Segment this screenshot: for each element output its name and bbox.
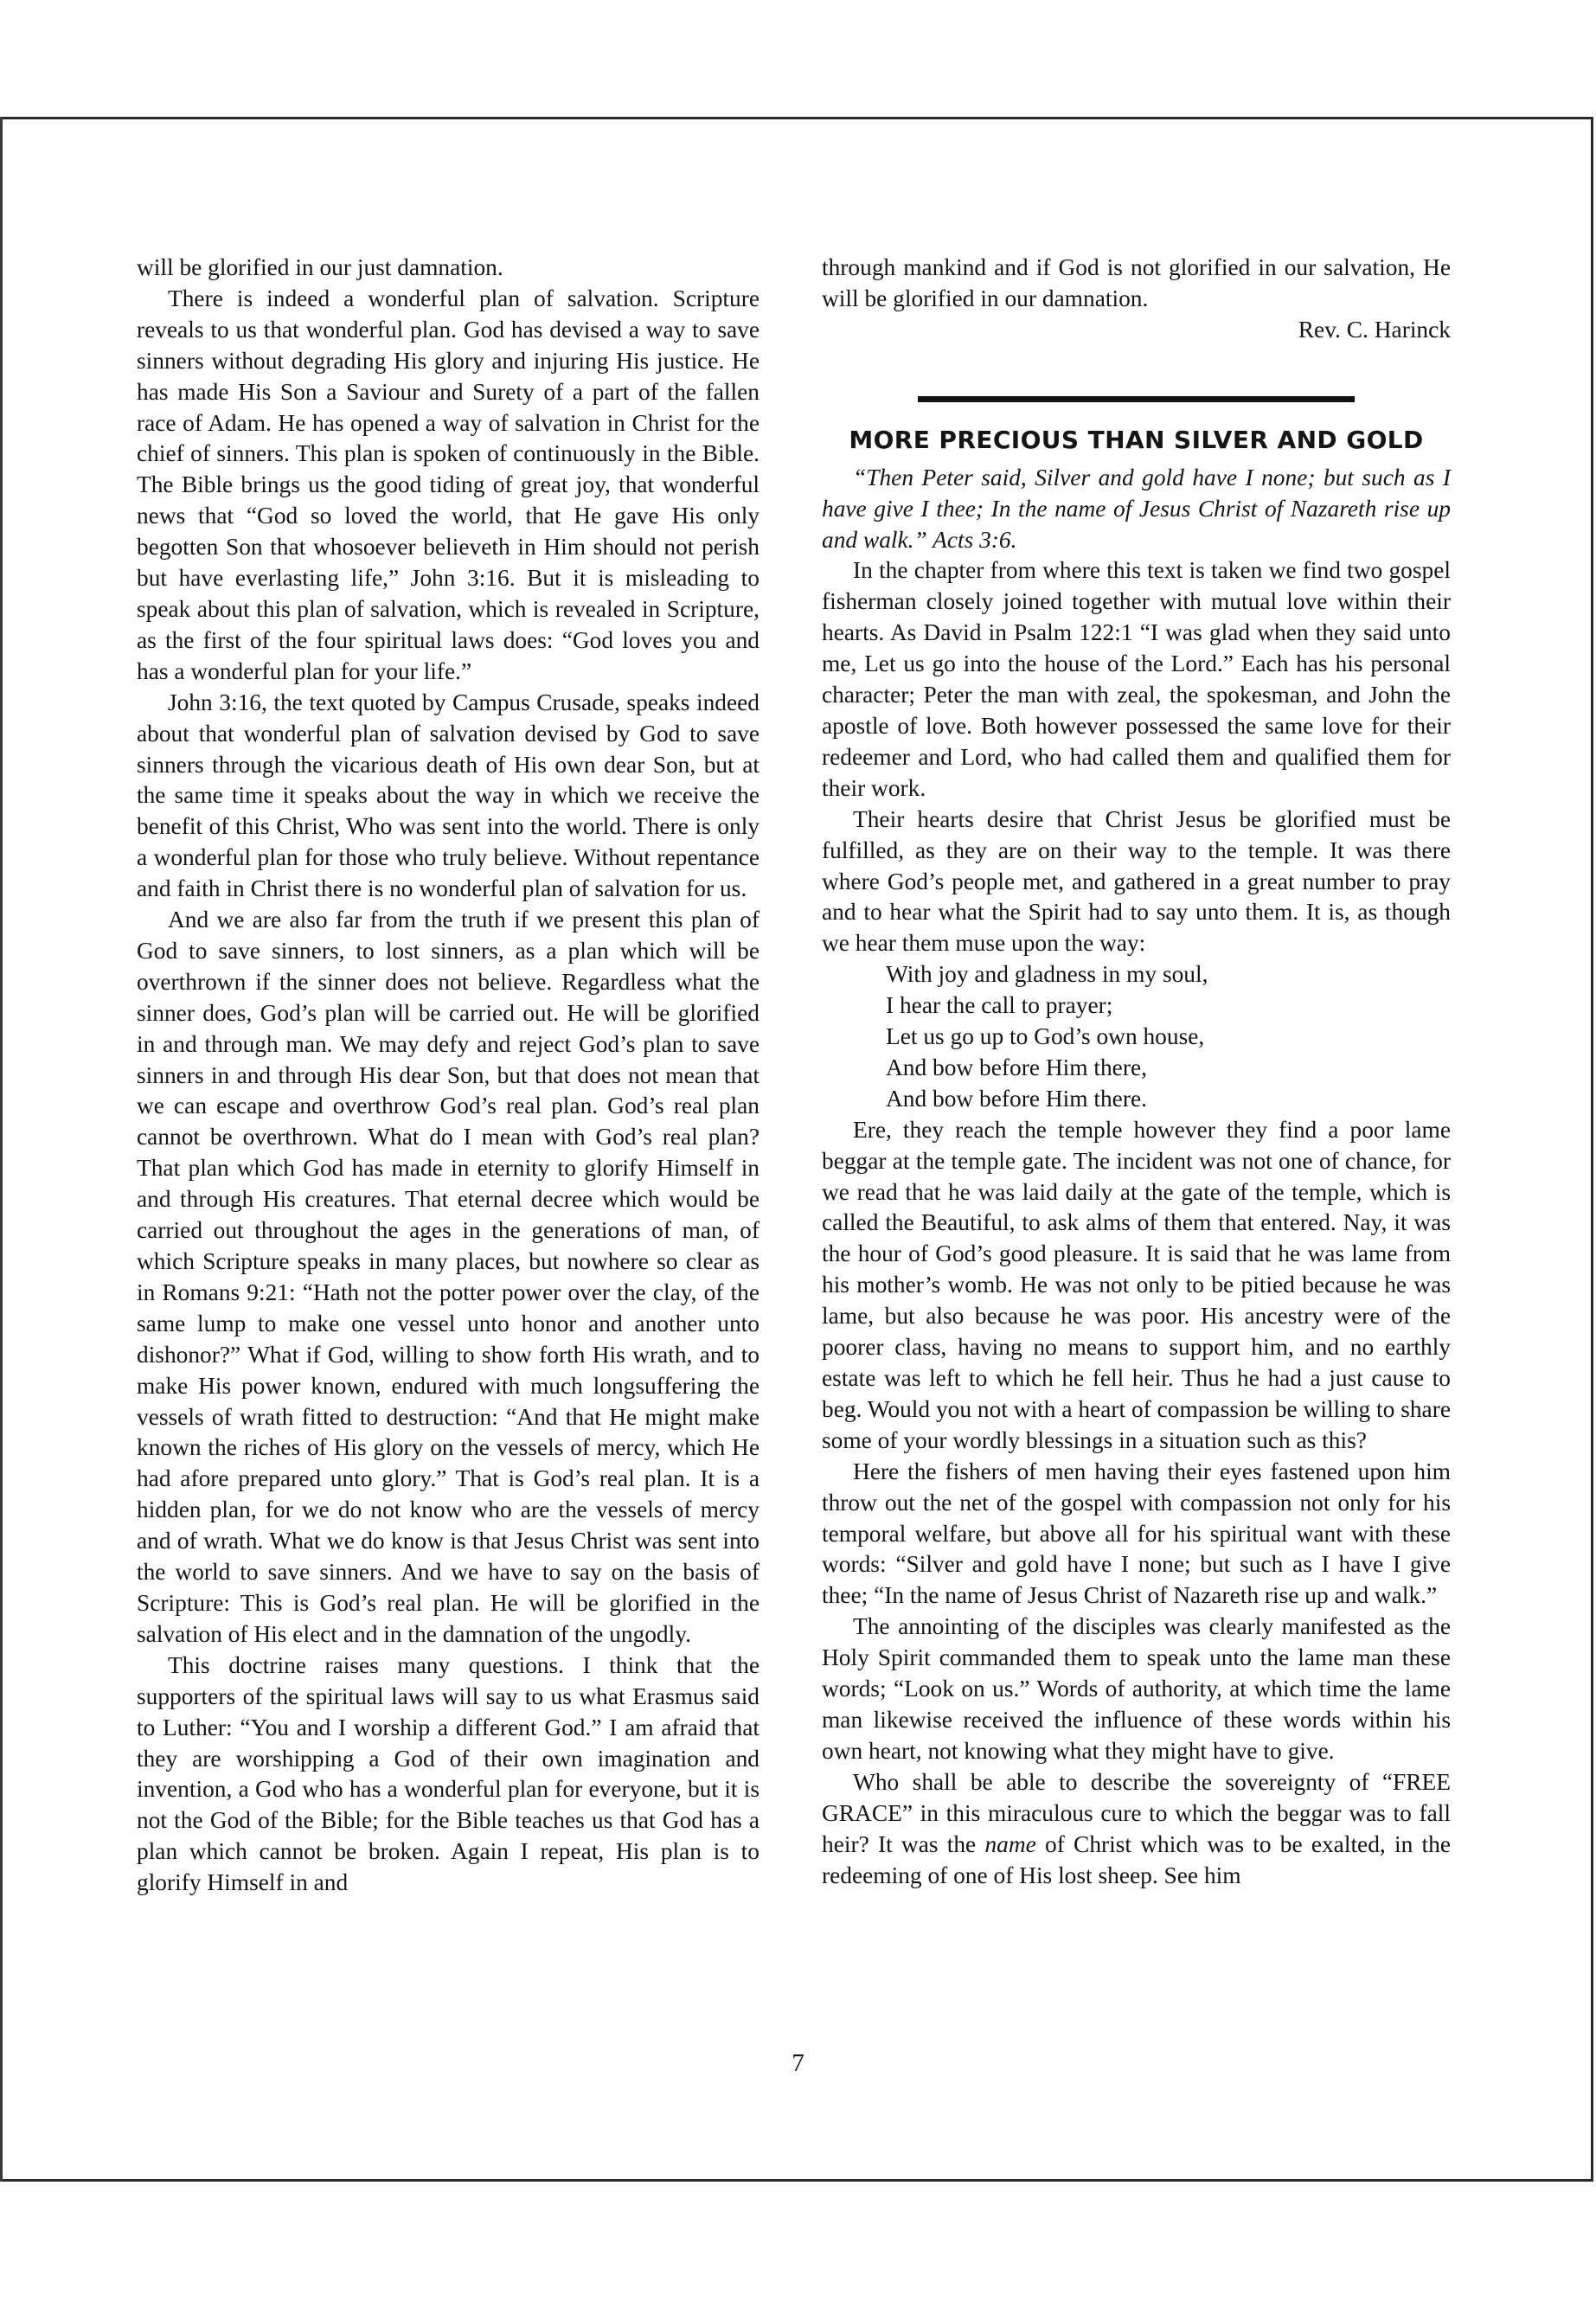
paragraph: through mankind and if God is not glorified in our salvation, He will be glorified in our damnation. (822, 254, 1451, 311)
poem-line: Let us go up to God’s own house, (886, 1023, 1205, 1050)
paragraph: And we are also far from the truth if we present this plan of God to save sinners, to lost sinners, as a plan which will be overthrown if the sinner does not believe. Regardless what the sinner does, God’s plan will be carried out. He will be glorified in and through man. We may defy and reject God’s plan to save sinners in and through His dear Son, but that does not mean that we can escape and overthrow God’s real plan. God’s real plan cannot be overthrown. What do I mean with God’s real plan? That plan which God has made in eternity to glorify Himself in and through His creatures. That eternal decree which would be carried out throughout the ages in the generations of man, of which Scripture speaks in many places, but nowhere so clear as in Romans 9:21: “Hath not the potter power over the clay, of the same lump to make one vessel unto honor and another unto dishonor?” What if God, willing to show forth His wrath, and to make His power known, endured with much longsuffering the vessels of wrath fitted to destruction: “And that He might make known the riches of His glory on the vessels of mercy, which He had afore prepared unto glory.” That is God’s real plan. It is a hidden plan, for we do not know who are the vessels of mercy and of wrath. What we do know is that Jesus Christ was sent into the world to save sinners. And we have to say on the basis of Scripture: This is God’s real plan. He will be glorified in the salvation of His elect and in the damnation of the ungodly. (137, 907, 760, 1647)
section-divider (918, 396, 1355, 402)
paragraph (822, 1767, 1451, 1892)
page-left-edge (0, 117, 3, 2182)
paragraph: will be glorified in our just damnation. (137, 254, 503, 280)
paragraph: John 3:16, the text quoted by Campus Crusade, speaks indeed about that wonderful plan of salvation devised by God to save sinners through the vicarious death of His own dear Son, but at the same time it speaks about the way in which we receive the benefit of this Christ, Who was sent into the world. There is only a wonderful plan for those who truly believe. Without repentance and faith in Christ there is no wonderful plan of salvation for us. (137, 689, 760, 902)
emphasized-word: name (984, 1830, 1036, 1857)
paragraph: In the chapter from where this text is taken we find two gospel fisherman closely joined together with mutual love within their hearts. As David in Psalm 122:1 “I was glad when they said unto me, Let us go into the house of the Lord.” Each has his personal character; Peter the man with zeal, the spokesman, and John the apostle of love. Both however possessed the same love for their redeemer and Lord, who had called them and qualified them for their work. (822, 557, 1451, 801)
left-column (137, 253, 760, 1899)
author-signature: Rev. C. Harinck (1298, 316, 1451, 343)
poem-line: And bow before Him there, (886, 1054, 1147, 1080)
epigraph: “Then Peter said, Silver and gold have I none; but such as I have give I thee; In the name of Jesus Christ of Nazareth rise up and walk.” Acts 3:6. (822, 464, 1451, 553)
paragraph: The annointing of the disciples was clearly manifested as the Holy Spirit commanded them to speak unto the lame man these words; “Look on us.” Words of authority, at which time the lame man likewise received the influence of these words within his own heart, not knowing what they might have to give. (822, 1613, 1451, 1764)
poem-stanza (886, 959, 1451, 1115)
paragraph: There is indeed a wonderful plan of salvation. Scripture reveals to us that wonderful plan. God has devised a way to save sinners without degrading His glory and injuring His justice. He has made His Son a Saviour and Surety of a part of the fallen race of Adam. He has opened a way of salvation in Christ for the chief of sinners. This plan is spoken of continuously in the Bible. The Bible brings us the good tiding of great joy, that wonderful news that “God so loved the world, that He gave His only begotten Son that whosoever believeth in Him should not perish but have everlasting life,” John 3:16. But it is misleading to speak about this plan of salvation, which is revealed in Scripture, as the first of the four spiritual laws does: “God loves you and has a wonderful plan for your life.” (137, 285, 760, 684)
paragraph: This doctrine raises many questions. I think that the supporters of the spiritual laws will say to us what Erasmus said to Luther: “You and I worship a different God.” I am afraid that they are worshipping a God of their own imagination and invention, a God who has a wonderful plan for everyone, but it is not the God of the Bible; for the Bible teaches us that God has a plan which cannot be broken. Again I repeat, His plan is to glorify Himself in and (137, 1651, 760, 1896)
paragraph: Here the fishers of men having their eyes fastened upon him throw out the net of the gospel with compassion not only for his temporal welfare, but above all for his spiritual want with these words: “Silver and gold have I none; but such as I have I give thee; “In the name of Jesus Christ of Nazareth rise up and walk.” (822, 1458, 1451, 1609)
paragraph-text: Who shall be able to describe the sovereignty of “FREE GRACE” in this miraculous cure to which the beggar was to fall heir? It was the (822, 1768, 1451, 1857)
paragraph: Their hearts desire that Christ Jesus be glorified must be fulfilled, as they are on their way to the temple. It was there where God’s people met, and gathered in a great number to pray and to hear what the Spirit had to say unto them. It is, as though we hear them muse upon the way: (822, 805, 1451, 957)
poem-line: And bow before Him there. (886, 1085, 1147, 1112)
poem-line: I hear the call to prayer; (886, 992, 1113, 1019)
paragraph: Ere, they reach the temple however they find a poor lame beggar at the temple gate. The incident was not one of chance, for we read that he was laid daily at the gate of the temple, which is called the Beautiful, to ask alms of them that entered. Nay, it was the hour of God’s good pleasure. It is said that he was lame from his mother’s womb. He was not only to be pitied because he was lame, but also because he was poor. His ancestry were of the poorer class, having no means to support him, and no earthly estate was left to which he fell heir. Thus he had a just cause to beg. Would you not with a heart of compassion be willing to share some of your wordly blessings in a situation such as this? (822, 1116, 1451, 1453)
right-column (822, 253, 1451, 1891)
poem-line: With joy and gladness in my soul, (886, 961, 1208, 988)
paragraph-text: of Christ which was to be exalted, in the redeeming of one of His lost sheep. See him (822, 1830, 1451, 1888)
article-title: MORE PRECIOUS THAN SILVER AND GOLD (849, 425, 1424, 454)
page-number: 7 (792, 2049, 804, 2077)
